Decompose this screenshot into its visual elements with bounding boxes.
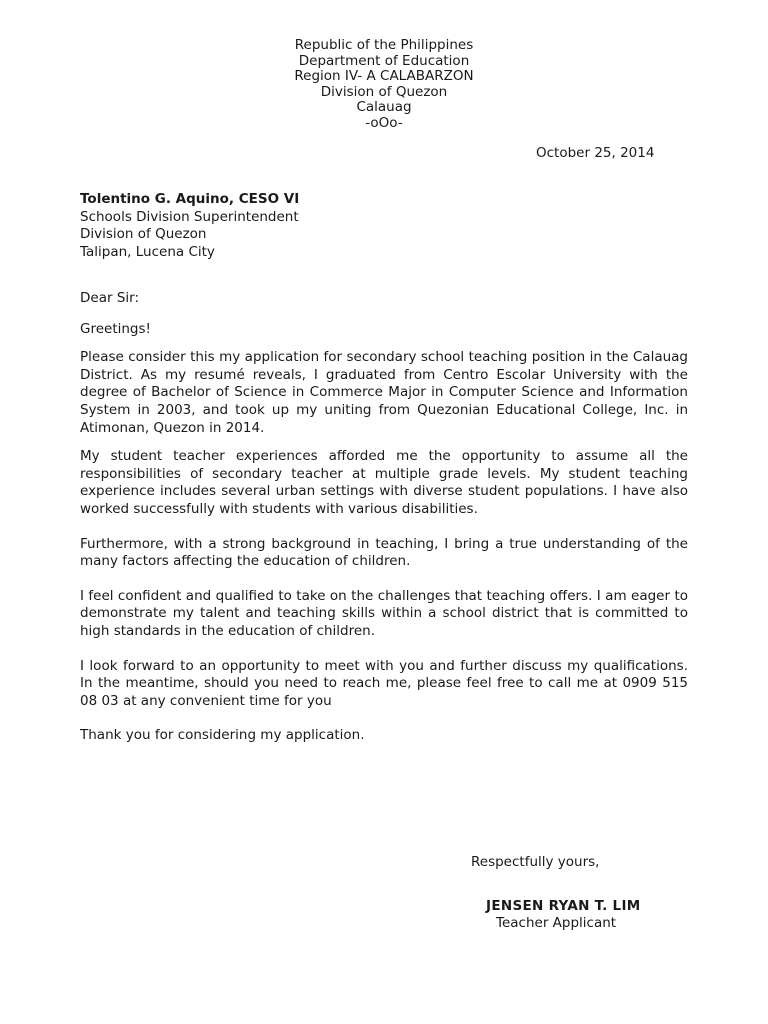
recipient-block [80, 191, 299, 261]
signer-title: Teacher Applicant [496, 915, 617, 931]
paragraph-confidence: I feel confident and qualified to take on the challenges that teaching offers. I am eager to demonstrate my talent and teaching skills within a school district that is committed to high standards in the education of children. [80, 587, 688, 639]
letter-body [80, 290, 688, 745]
salutation: Dear Sir: [80, 290, 139, 306]
letterhead-ornament: -oOo- [365, 114, 403, 131]
paragraph-contact: I look forward to an opportunity to meet with you and further discuss my qualifications. In the meantime, should you need to reach me, please feel free to call me at 0909 515 08 03 at any convenient time for you [80, 657, 688, 709]
recipient-address: Talipan, Lucena City [80, 243, 215, 260]
paragraph-thanks: Thank you for considering my application. [80, 727, 365, 744]
letterhead-department: Department of Education [298, 52, 470, 69]
letterhead-region: Region IV- A CALABARZON [294, 68, 474, 84]
letterhead-town: Calauag [356, 99, 412, 115]
signature-block [486, 898, 641, 932]
signer-name: JENSEN RYAN T. LIM [486, 898, 641, 914]
paragraph-background: Furthermore, with a strong background in teaching, I bring a true understanding of the many factors affecting the education of children. [80, 535, 688, 570]
greeting: Greetings! [80, 320, 151, 337]
recipient-office: Division of Quezon [80, 226, 207, 242]
recipient-title: Schools Division Superintendent [80, 208, 299, 225]
paragraph-experience: My student teacher experiences afforded me the opportunity to assume all the responsibilities of secondary teacher at multiple grade levels. My student teaching experience includes several urban settings with diverse student populations. I have also worked successfully with students with various disabilities. [80, 448, 688, 517]
recipient-name: Tolentino G. Aquino, CESO VI [80, 191, 300, 207]
letterhead-country: Republic of the Philippines [294, 37, 474, 53]
letterhead-division: Division of Quezon [320, 83, 448, 100]
paragraph-application: Please consider this my application for secondary school teaching position in the Calauag District. As my resumé reveals, I graduated from Centro Escolar University with the degree of Bachelor of Science in Commerce Major in Computer Science and Information System in 2003, and took up my uniting from Quezonian Educational College, Inc. in Atimonan, Quezon in 2014. [80, 349, 688, 436]
letter-date: October 25, 2014 [536, 145, 655, 161]
closing: Respectfully yours, [471, 854, 600, 870]
